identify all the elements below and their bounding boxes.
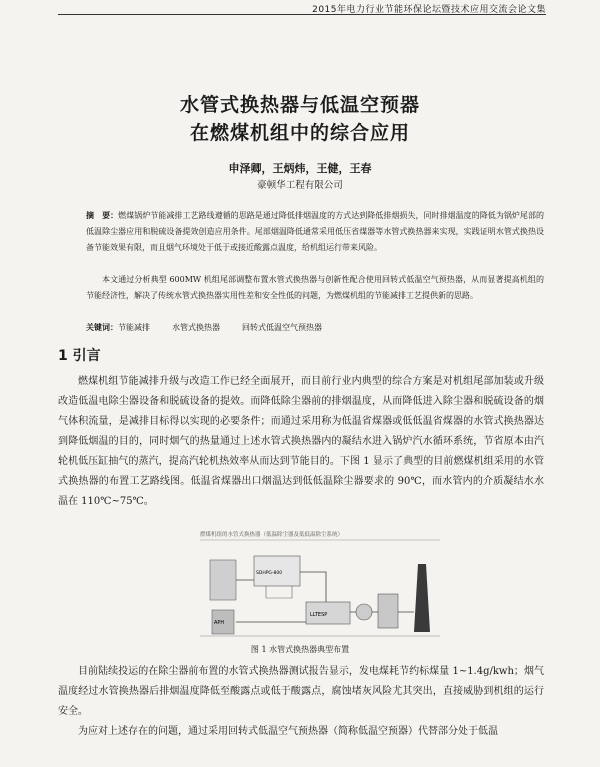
running-header-text: 2015年电力行业节能环保论坛暨技术应用交流会论文集 — [312, 5, 546, 15]
chimney — [414, 564, 430, 632]
esp-label: LLTESP — [310, 612, 328, 618]
title-line-1: 水管式换热器与低温空预器 — [179, 94, 420, 116]
authors: 申泽卿，王炳炜，王健，王春 — [228, 162, 372, 175]
section-heading-intro: 1 引言 — [58, 348, 101, 364]
id-fan — [356, 604, 372, 620]
fgd-tower — [378, 594, 398, 628]
aph-label: APH — [214, 620, 225, 626]
intro-paragraph-1: 燃煤机组节能减排升级与改造工作已经全面展开，而目前行业内典型的综合方案是对机组尾部加装或升级改造低温电除尘器设备和脱硫设备的提效。而降低除尘器前的排烟温度，从而降低进入除尘器和脱硫设备的烟气体积流量，是减排目标得以实现的必要条件；而通过采用称为低温省煤器或低低温省煤器的水管式换热器达到降低烟温的目的，同时烟气的热量通过上述水管式换热器内的凝结水进入锅炉汽水循环系统，节省原本由汽轮机低压缸抽气的蒸汽，提高汽轮机热效率从而达到节能目的。下图 1 显示了典型的目前燃煤机组采用的水管式换热器的布置工艺路线图。低温省煤器出口烟温达到低低温除尘器要求的 90℃，而水管内的介质凝结水水温在 110℃~75℃。 — [58, 376, 544, 507]
abstract-label: 摘 要： — [86, 211, 119, 220]
keyword-1: 节能减排 — [118, 323, 150, 332]
keywords-label: 关键词： — [86, 323, 118, 332]
running-header — [0, 0, 600, 16]
water-loop — [266, 586, 292, 598]
figure-1-diagram — [196, 528, 444, 656]
intro-paragraph-3: 为应对上述存在的问题，通过采用回转式低温空气预热器（简称低温空预器）代替部分处于低温 — [78, 726, 498, 737]
header-rule — [58, 14, 546, 15]
keyword-3: 回转式低温空气预热器 — [242, 323, 322, 332]
title-line-2: 在燃煤机组中的综合应用 — [189, 122, 410, 144]
abstract-paragraph-2: 本文通过分析典型 600MW 机组尾部调整布置水管式换热器与创新性配合使用回转式低温空气预热器，从而显著提高机组的节能经济性，解决了传统水管式换热器实用性差和安全性低的问题，为燃煤机组的节能减排工艺提供新的思路。 — [86, 275, 544, 300]
intro-paragraph-2: 目前陆续投运的在除尘器前布置的水管式换热器测试报告显示，发电煤耗节约标煤量 1~1.4g/kwh；烟气温度经过水管换热器后排烟温度降低至酸露点或低于酸露点，腐蚀堵灰风险尤其突出，直接威胁到机组的运行安全。 — [58, 666, 544, 717]
abstract-paragraph-1 — [86, 208, 544, 256]
figure-header-text: 燃煤机组的水管式换热器（低温除尘器及低低温除尘系统） — [200, 532, 344, 538]
boiler-block — [210, 560, 236, 600]
keyword-2: 水管式换热器 — [172, 323, 220, 332]
keywords — [86, 322, 322, 333]
abstract-text-1: 燃煤锅炉节能减排工艺路线遵循的思路是通过降低排烟温度的方式达到降低排烟损失，同时排烟温度的降低为锅炉尾部的低温除尘器应用和脱硫设备提效创造应用条件。尾部烟温降低通常采用低压省煤器等水管式换热器来实现，实践证明水管式换热设备节能效果有限，而且烟气环境处于低于或接近酸露点温度，给机组运行带来风险。 — [86, 211, 545, 252]
affiliation: 豪顿华工程有限公司 — [257, 180, 343, 191]
lp-heater-label: SDHPG-800 — [256, 571, 283, 576]
figure-caption: 图 1 水管式换热器典型布置 — [250, 645, 350, 654]
